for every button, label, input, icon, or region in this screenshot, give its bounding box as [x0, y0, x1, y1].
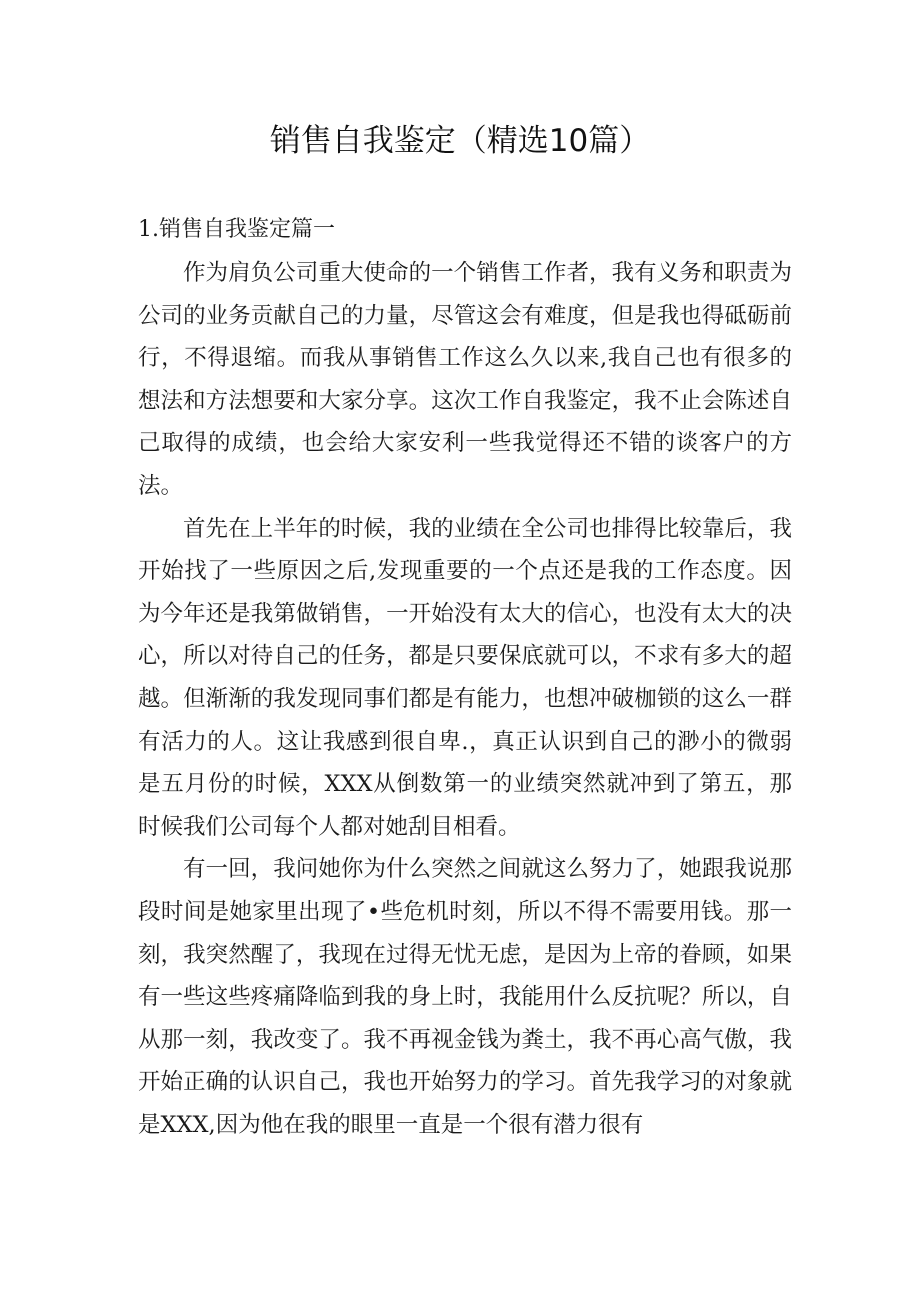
section-heading: 1.销售自我鉴定篇一: [138, 217, 335, 242]
paragraph-1: 作为肩负公司重大使命的一个销售工作者，我有义务和职责为公司的业务贡献自己的力量，尽管这会有难度，但是我也得砥砺前行，不得退缩。而我从事销售工作这么久以来,我自己也有很多的想法和方法想要和大家分享。这次工作自我鉴定，我不止会陈述自己取得的成绩，也会给大家安利一些我觉得还不错的谈客户的方法。: [138, 260, 792, 499]
paragraph-3: 有一回，我问她你为什么突然之间就这么努力了，她跟我说那段时间是她家里出现了•些危机时刻，所以不得不需要用钱。那一刻，我突然醒了，我现在过得无忧无虑，是因为上帝的眷顾，如果有一些这些疼痛降临到我的身上时，我能用什么反抗呢？所以，自从那一刻，我改变了。我不再视金钱为粪土，我不再心高气傲，我开始正确的认识自己，我也开始努力的学习。首先我学习的对象就是XXX,因为他在我的眼里一直是一个很有潜力很有: [138, 856, 792, 1138]
body-text: [138, 252, 792, 1146]
document-title: 销售自我鉴定（精选10篇）: [269, 123, 651, 159]
paragraph-2: 首先在上半年的时候，我的业绩在全公司也排得比较靠后，我开始找了一些原因之后,发现重要的一个点还是我的工作态度。因为今年还是我第做销售，一开始没有太大的信心，也没有太大的决心，所以对待自己的任务，都是只要保底就可以，不求有多大的超越。但渐渐的我发现同事们都是有能力，也想冲破枷锁的这么一群有活力的人。这让我感到很自卑.，真正认识到自己的渺小的微弱是五月份的时候，XXX从倒数第一的业绩突然就冲到了第五，那时候我们公司每个人都对她刮目相看。: [138, 515, 792, 840]
